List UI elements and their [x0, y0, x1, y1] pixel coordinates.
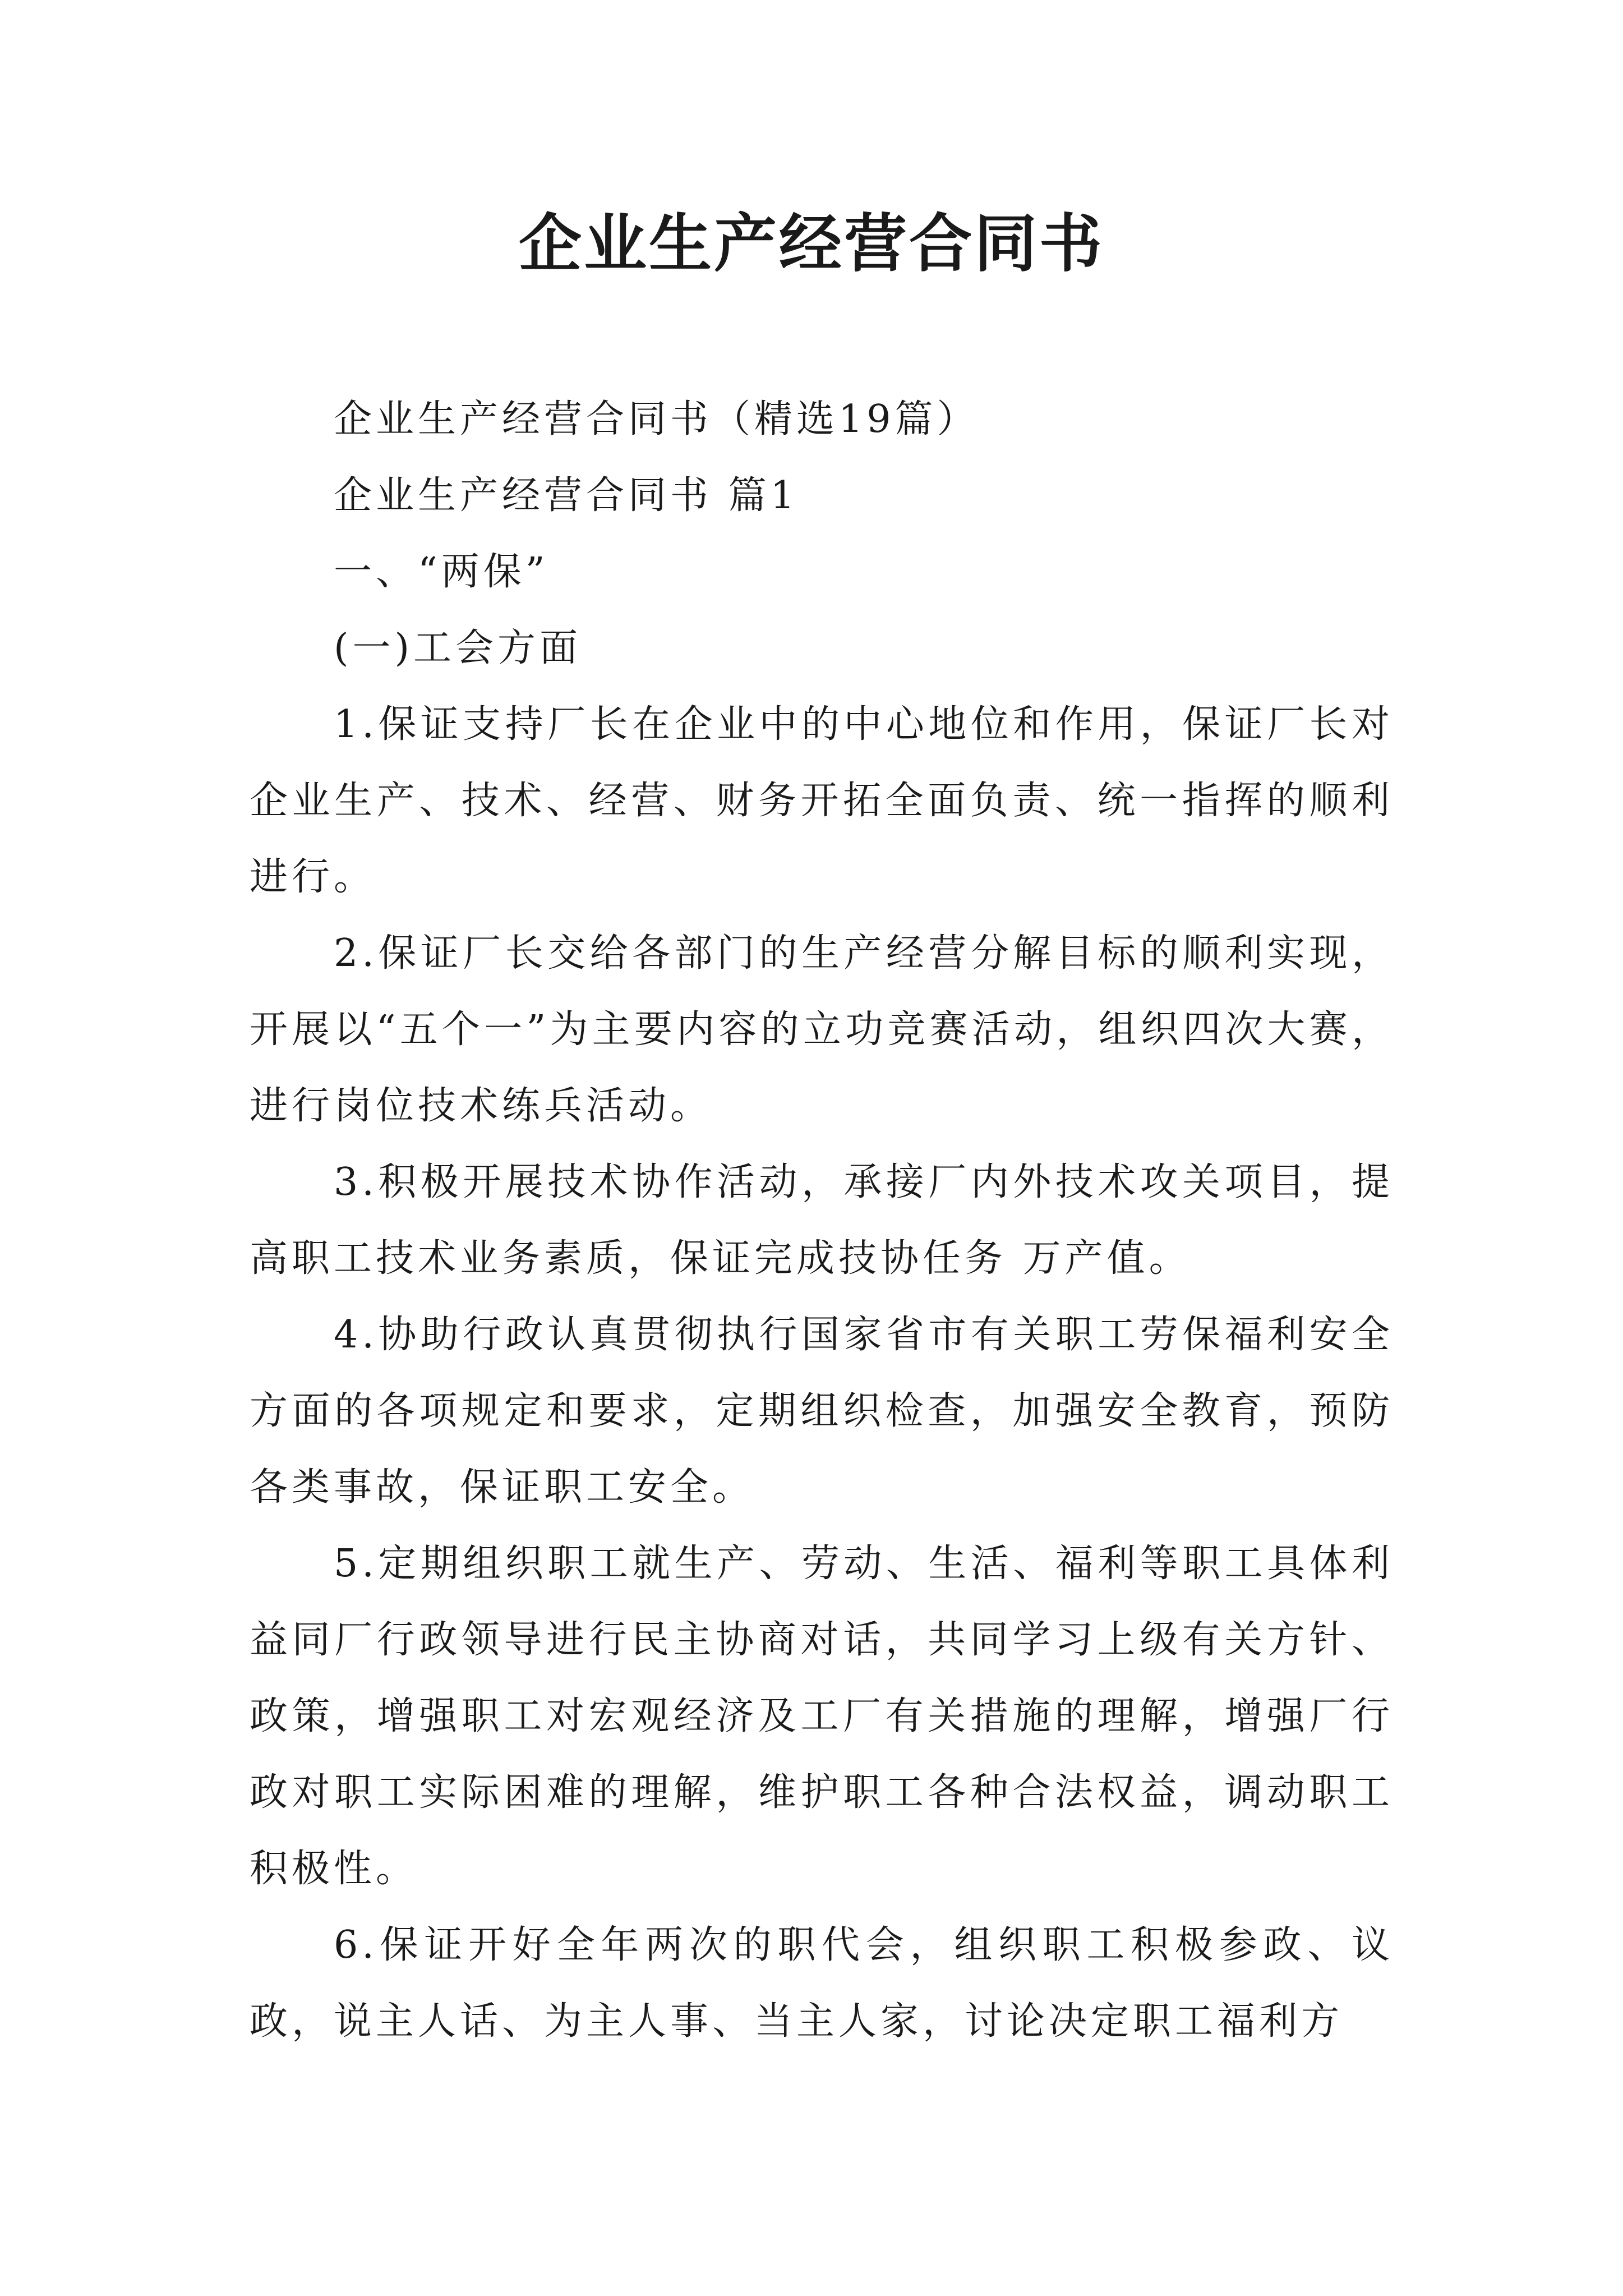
paragraph-section-heading: 企业生产经营合同书 篇1: [334, 473, 799, 518]
paragraph-item-1: 1.保证支持厂长在企业中的中心地位和作用，保证厂长对企业生产、技术、经营、财务开拓全面负责、统一指挥的顺利进行。: [250, 702, 1394, 899]
paragraph-item-3: 3.积极开展技术协作活动，承接厂内外技术攻关项目，提高职工技术业务素质，保证完成技协任务 万产值。: [250, 1160, 1394, 1281]
paragraph-item-6: 6.保证开好全年两次的职代会，组织职工积极参政、议政，说主人话、为主人事、当主人家，讨论决定职工福利方: [250, 1923, 1394, 2044]
document-title: 企业生产经营合同书: [519, 207, 1104, 280]
paragraph-heading-two-guarantees: 一、“两保”: [334, 550, 549, 594]
paragraph-item-4: 4.协助行政认真贯彻执行国家省市有关职工劳保福利安全方面的各项规定和要求，定期组织检查，加强安全教育，预防各类事故，保证职工安全。: [250, 1313, 1394, 1510]
paragraph-heading-union: (一)工会方面: [334, 626, 582, 670]
paragraph-subtitle: 企业生产经营合同书（精选19篇）: [334, 397, 979, 441]
document-body: [250, 381, 1394, 2060]
paragraph-item-2: 2.保证厂长交给各部门的生产经营分解目标的顺利实现，开展以“五个一”为主要内容的立功竞赛活动，组织四次大赛，进行岗位技术练兵活动。: [250, 931, 1394, 1128]
paragraph-item-5: 5.定期组织职工就生产、劳动、生活、福利等职工具体利益同厂行政领导进行民主协商对话，共同学习上级有关方针、政策，增强职工对宏观经济及工厂有关措施的理解，增强厂行政对职工实际困难的理解，维护职工各种合法权益，调动职工积极性。: [250, 1542, 1394, 1891]
